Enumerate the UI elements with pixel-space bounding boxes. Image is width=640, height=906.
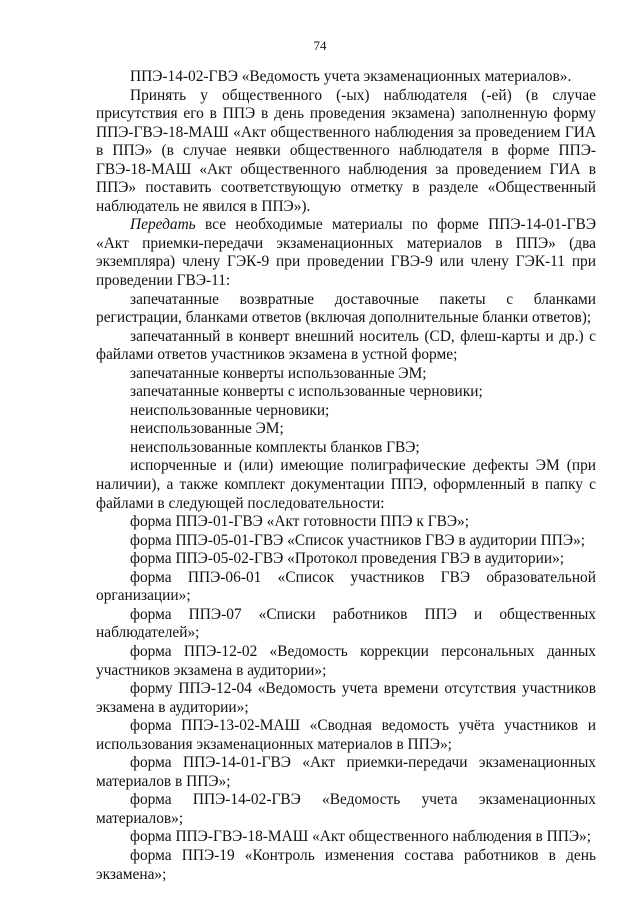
- list-item: форма ППЭ-19 «Контроль изменения состава работников в день экзамена»;: [96, 846, 596, 883]
- list-item: форма ППЭ-13-02-МАШ «Сводная ведомость учёта участников и использования экзаменационных материалов в ППЭ»;: [96, 717, 596, 753]
- list-item: неиспользованные ЭМ;: [130, 420, 284, 438]
- list-item: неиспользованные черновики;: [130, 401, 330, 419]
- list-item: запечатанные конверты с использованные черновики;: [130, 383, 483, 401]
- list-item: форма ППЭ-05-01-ГВЭ «Список участников ГВЭ в аудитории ППЭ»;: [130, 531, 585, 549]
- list-item: неиспользованные комплекты бланков ГВЭ;: [130, 438, 420, 456]
- paragraph-accept-observer: Принять у общественного (-ых) наблюдателя (-ей) (в случае присутствия его в ППЭ в день проведения экзамена) заполненную форму ППЭ-ГВЭ-18-МАШ «Акт общественного наблюдения за проведением ГИА в ППЭ» (в случае неявки общественного наблюдателя в форме ППЭ-ГВЭ-18-МАШ «Акт общественного наблюдения за проведением ГИА в ППЭ» поставить соответствующую отметку в разделе «Общественный наблюдатель не явился в ППЭ»).: [96, 86, 596, 215]
- transfer-text: все необходимые материалы по форме ППЭ-14-01-ГВЭ «Акт приемки-передачи экзаменационных материалов в ППЭ» (два экземпляра) члену ГЭК-9 при проведении ГВЭ-9 или члену ГЭК-11 при проведении ГВЭ-11:: [96, 216, 596, 290]
- list-item: форма ППЭ-12-02 «Ведомость коррекции персональных данных участников экзамена в аудитории»;: [96, 642, 596, 679]
- list-item: форма ППЭ-14-02-ГВЭ «Ведомость учета экзаменационных материалов»;: [96, 791, 596, 827]
- list-item: запечатанный в конверт внешний носитель (CD, флеш-карты и др.) с файлами ответов участников экзамена в устной форме;: [96, 327, 596, 364]
- list-item: испорченные и (или) имеющие полиграфические дефекты ЭМ (при наличии), а также комплект документации ППЭ, оформленный в папку с файлами в следующей последовательности:: [96, 457, 596, 512]
- page-number: 74: [313, 38, 327, 53]
- document-body: [96, 68, 596, 884]
- list-item: запечатанные конверты использованные ЭМ;: [130, 364, 427, 382]
- list-item: запечатанные возвратные доставочные пакеты с бланками регистрации, бланками ответов (включая дополнительные бланки ответов);: [96, 290, 596, 327]
- paragraph-transfer-materials: [96, 216, 596, 290]
- list-item: форма ППЭ-05-02-ГВЭ «Протокол проведения ГВЭ в аудитории»;: [130, 550, 565, 568]
- paragraph-form-ppe-14-02: ППЭ-14-02-ГВЭ «Ведомость учета экзаменационных материалов».: [130, 68, 572, 85]
- list-item: форма ППЭ-ГВЭ-18-МАШ «Акт общественного наблюдения в ППЭ»;: [130, 828, 591, 846]
- list-item: форма ППЭ-01-ГВЭ «Акт готовности ППЭ к ГВЭ»;: [130, 513, 470, 531]
- list-item: форма ППЭ-07 «Списки работников ППЭ и общественных наблюдателей»;: [96, 605, 596, 642]
- list-item: форму ППЭ-12-04 «Ведомость учета времени отсутствия участников экзамена в аудитории»;: [96, 680, 596, 716]
- list-item: форма ППЭ-06-01 «Список участников ГВЭ образовательной организации»;: [96, 568, 596, 605]
- transfer-italic-word: Передать: [130, 216, 196, 234]
- list-item: форма ППЭ-14-01-ГВЭ «Акт приемки-передачи экзаменационных материалов в ППЭ»;: [96, 754, 596, 790]
